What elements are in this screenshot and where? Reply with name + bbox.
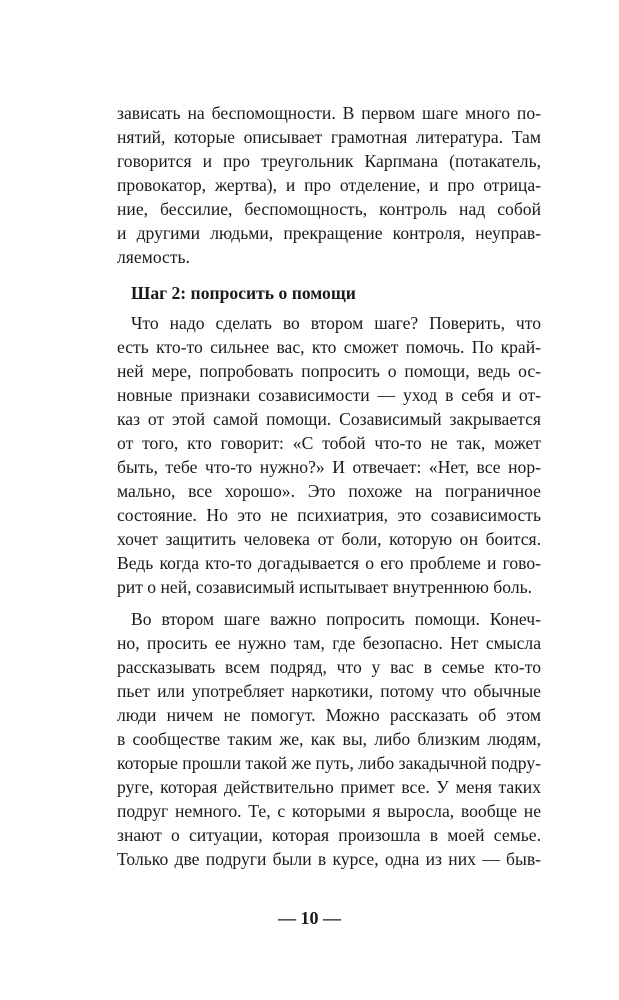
text-line: Что надо сделать во втором шаге? Поверить, что [131,313,541,333]
text-line: есть кто-то сильнее вас, кто сможет помочь. По край- [117,337,541,357]
text-line: знают о ситуации, которая произошла в моей семье. [117,825,541,845]
section-heading: Шаг 2: попросить о помощи [131,283,356,303]
text-line: Во втором шаге важно попросить помощи. Конеч- [131,609,541,629]
text-line: рит о ней, созависимый испытывает внутреннюю боль. [117,577,533,597]
text-line: но, просить ее нужно там, где безопасно. Нет смысла [117,633,541,653]
text-line: Только две подруги были в курсе, одна из них — быв- [117,849,541,869]
text-line: пьет или употребляет наркотики, потому что обычные [117,681,541,701]
text-line: ние, бессилие, беспомощность, контроль над собой [117,199,541,219]
text-line: новные признаки созависимости — уход в себя и от- [117,385,541,405]
text-line: состояние. Но это не психиатрия, это созависимость [117,505,541,525]
text-line: Ведь когда кто-то догадывается о его проблеме и гово- [117,553,541,573]
text-line: ней мере, попробовать попросить о помощи, ведь ос- [117,361,541,381]
text-line: хочет защитить человека от боли, которую он боится. [117,529,541,549]
text-line: люди ничем не помогут. Можно рассказать об этом [117,705,541,725]
text-line: от того, кто говорит: «С тобой что-то не так, может [117,433,541,453]
text-line: подруг немного. Те, с которыми я выросла, вообще не [117,801,541,821]
text-line: ляемость. [117,247,190,267]
text-line: которые прошли такой же путь, либо закадычной подру- [117,753,541,773]
text-line: каз от этой самой помощи. Созависимый закрывается [117,409,541,429]
text-line: и другими людьми, прекращение контроля, неуправ- [117,223,541,243]
text-line: мально, все хорошо». Это похоже на пограничное [117,481,541,501]
text-line: зависать на беспомощности. В первом шаге много по- [117,103,541,123]
text-line: в сообществе таким же, как вы, либо близким людям, [117,729,541,749]
text-line: нятий, которые описывает грамотная литература. Там [117,127,541,147]
text-line: говорится и про треугольник Карпмана (потакатель, [117,151,541,171]
text-line: рассказывать всем подряд, что у вас в семье кто-то [117,657,541,677]
page-number: — 10 — [278,908,341,928]
text-line: быть, тебе что-то нужно?» И отвечает: «Нет, все нор- [117,457,541,477]
text-line: провокатор, жертва), и про отделение, и про отрица- [117,175,541,195]
text-line: руге, которая действительно примет все. У меня таких [117,777,541,797]
